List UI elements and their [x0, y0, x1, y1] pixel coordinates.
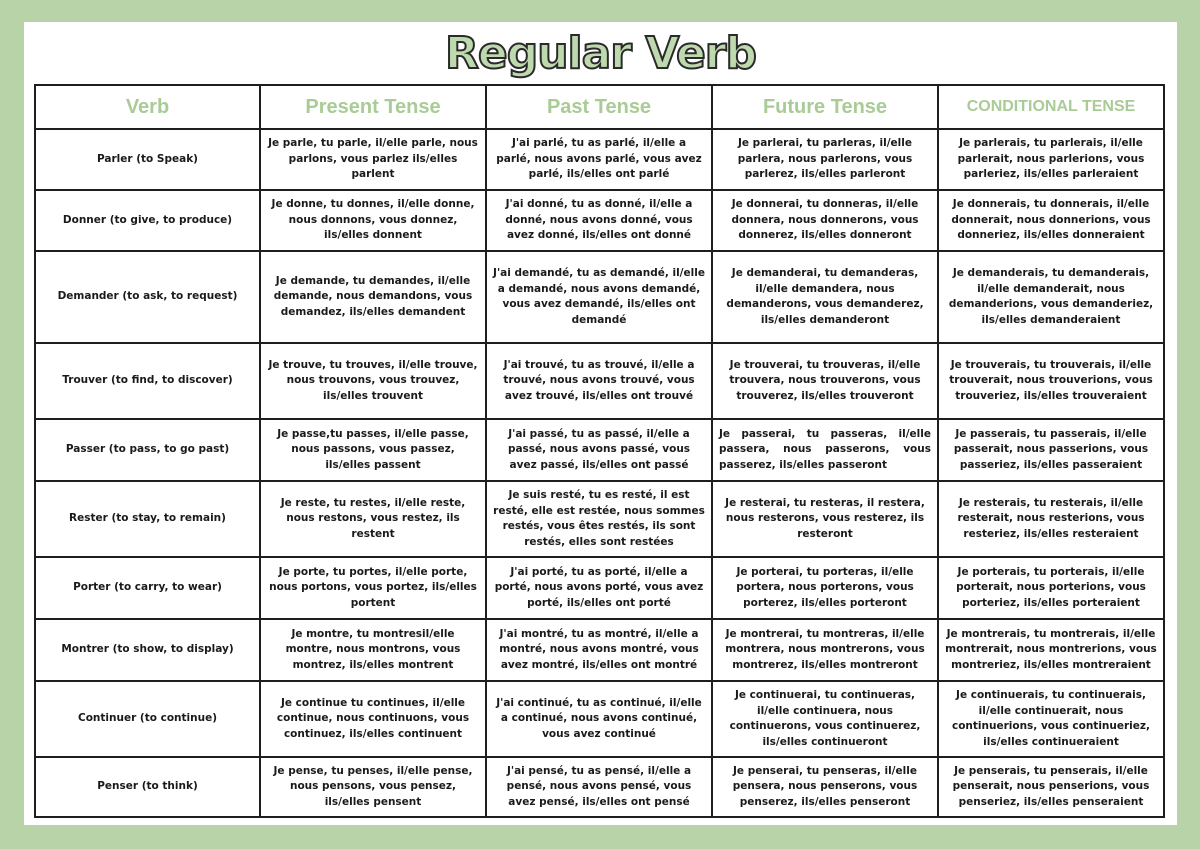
- table-row: [35, 343, 1164, 419]
- table-row: [35, 129, 1164, 190]
- past-cell: J'ai donné, tu as donné, il/elle a donné, nous avons donné, vous avez donné, ils/elles ont donné: [486, 190, 712, 251]
- verb-cell: Passer (to pass, to go past): [35, 419, 260, 481]
- conditional-cell: Je continuerais, tu continuerais, il/elle continuerait, nous continuerions, vous continueriez, ils/elles continueraient: [938, 681, 1164, 757]
- past-cell: J'ai demandé, tu as demandé, il/elle a demandé, nous avons demandé, vous avez demandé, ils/elles ont demandé: [486, 251, 712, 343]
- conditional-cell: Je passerais, tu passerais, il/elle passerait, nous passerions, vous passeriez, ils/elles passeraient: [938, 419, 1164, 481]
- past-cell: Je suis resté, tu es resté, il est resté, elle est restée, nous sommes restés, vous êtes restés, ils sont restés, elles sont restées: [486, 481, 712, 557]
- future-cell: Je montrerai, tu montreras, il/elle montrera, nous montrerons, vous montrerez, ils/elles montreront: [712, 619, 938, 681]
- conditional-cell: Je porterais, tu porterais, il/elle porterait, nous porterions, vous porteriez, ils/elles porteraient: [938, 557, 1164, 619]
- verb-cell: Porter (to carry, to wear): [35, 557, 260, 619]
- future-cell: Je parlerai, tu parleras, il/elle parlera, nous parlerons, vous parlerez, ils/elles parleront: [712, 129, 938, 190]
- verb-cell: Continuer (to continue): [35, 681, 260, 757]
- verb-cell: Parler (to Speak): [35, 129, 260, 190]
- present-cell: Je trouve, tu trouves, il/elle trouve, nous trouvons, vous trouvez, ils/elles trouvent: [260, 343, 486, 419]
- present-cell: Je reste, tu restes, il/elle reste, nous restons, vous restez, ils restent: [260, 481, 486, 557]
- conjugation-table: [34, 84, 1165, 818]
- conditional-cell: Je resterais, tu resterais, il/elle resterait, nous resterions, vous resteriez, ils/elles resteraient: [938, 481, 1164, 557]
- past-cell: J'ai parlé, tu as parlé, il/elle a parlé, nous avons parlé, vous avez parlé, ils/elles ont parlé: [486, 129, 712, 190]
- table-row: [35, 619, 1164, 681]
- present-cell: Je porte, tu portes, il/elle porte, nous portons, vous portez, ils/elles portent: [260, 557, 486, 619]
- verb-cell: Montrer (to show, to display): [35, 619, 260, 681]
- verb-cell: Trouver (to find, to discover): [35, 343, 260, 419]
- present-cell: Je parle, tu parle, il/elle parle, nous parlons, vous parlez ils/elles parlent: [260, 129, 486, 190]
- conditional-cell: Je penserais, tu penserais, il/elle penserait, nous penserions, vous penseriez, ils/elles penseraient: [938, 757, 1164, 817]
- page-title: Regular Verb: [444, 28, 757, 79]
- future-cell: Je resterai, tu resteras, il restera, nous resterons, vous resterez, ils resteront: [712, 481, 938, 557]
- table-row: [35, 251, 1164, 343]
- header-row: [35, 85, 1164, 129]
- header-present-tense: Present Tense: [260, 85, 486, 129]
- verb-cell: Donner (to give, to produce): [35, 190, 260, 251]
- future-cell: Je passerai, tu passeras, il/elle passera, nous passerons, vous passerez, ils/elles passeront: [712, 419, 938, 481]
- table-row: [35, 419, 1164, 481]
- future-cell: Je continuerai, tu continueras, il/elle continuera, nous continuerons, vous continuerez, ils/elles continueront: [712, 681, 938, 757]
- header-future-tense: Future Tense: [712, 85, 938, 129]
- past-cell: J'ai continué, tu as continué, il/elle a continué, nous avons continué, vous avez continué: [486, 681, 712, 757]
- present-cell: Je demande, tu demandes, il/elle demande, nous demandons, vous demandez, ils/elles demandent: [260, 251, 486, 343]
- verb-cell: Demander (to ask, to request): [35, 251, 260, 343]
- past-cell: J'ai passé, tu as passé, il/elle a passé, nous avons passé, vous avez passé, ils/elles ont passé: [486, 419, 712, 481]
- verb-cell: Rester (to stay, to remain): [35, 481, 260, 557]
- past-cell: J'ai montré, tu as montré, il/elle a montré, nous avons montré, vous avez montré, ils/elles ont montré: [486, 619, 712, 681]
- future-cell: Je demanderai, tu demanderas, il/elle demandera, nous demanderons, vous demanderez, ils/elles demanderont: [712, 251, 938, 343]
- present-cell: Je montre, tu montresil/elle montre, nous montrons, vous montrez, ils/elles montrent: [260, 619, 486, 681]
- conditional-cell: Je parlerais, tu parlerais, il/elle parlerait, nous parlerions, vous parleriez, ils/elles parleraient: [938, 129, 1164, 190]
- table-row: [35, 681, 1164, 757]
- conditional-cell: Je demanderais, tu demanderais, il/elle demanderait, nous demanderions, vous demanderiez, ils/elles demanderaient: [938, 251, 1164, 343]
- table-row: [35, 757, 1164, 817]
- header-verb: Verb: [35, 85, 260, 129]
- conditional-cell: Je trouverais, tu trouverais, il/elle trouverait, nous trouverions, vous trouveriez, ils/elles trouveraient: [938, 343, 1164, 419]
- worksheet: [24, 22, 1177, 825]
- table-row: [35, 557, 1164, 619]
- past-cell: J'ai trouvé, tu as trouvé, il/elle a trouvé, nous avons trouvé, vous avez trouvé, ils/elles ont trouvé: [486, 343, 712, 419]
- future-cell: Je penserai, tu penseras, il/elle pensera, nous penserons, vous penserez, ils/elles penseront: [712, 757, 938, 817]
- future-cell: Je donnerai, tu donneras, il/elle donnera, nous donnerons, vous donnerez, ils/elles donneront: [712, 190, 938, 251]
- past-cell: J'ai pensé, tu as pensé, il/elle a pensé, nous avons pensé, vous avez pensé, ils/elles ont pensé: [486, 757, 712, 817]
- conditional-cell: Je donnerais, tu donnerais, il/elle donnerait, nous donnerions, vous donneriez, ils/elles donneraient: [938, 190, 1164, 251]
- table-row: [35, 481, 1164, 557]
- future-cell: Je porterai, tu porteras, il/elle portera, nous porterons, vous porterez, ils/elles porteront: [712, 557, 938, 619]
- present-cell: Je donne, tu donnes, il/elle donne, nous donnons, vous donnez, ils/elles donnent: [260, 190, 486, 251]
- header-past-tense: Past Tense: [486, 85, 712, 129]
- header-conditional-tense: CONDITIONAL TENSE: [938, 85, 1164, 129]
- present-cell: Je passe,tu passes, il/elle passe, nous passons, vous passez, ils/elles passent: [260, 419, 486, 481]
- past-cell: J'ai porté, tu as porté, il/elle a porté, nous avons porté, vous avez porté, ils/elles ont porté: [486, 557, 712, 619]
- conditional-cell: Je montrerais, tu montrerais, il/elle montrerait, nous montrerions, vous montreriez, ils/elles montreraient: [938, 619, 1164, 681]
- future-cell: Je trouverai, tu trouveras, il/elle trouvera, nous trouverons, vous trouverez, ils/elles trouveront: [712, 343, 938, 419]
- present-cell: Je pense, tu penses, il/elle pense, nous pensons, vous pensez, ils/elles pensent: [260, 757, 486, 817]
- present-cell: Je continue tu continues, il/elle continue, nous continuons, vous continuez, ils/elles continuent: [260, 681, 486, 757]
- verb-cell: Penser (to think): [35, 757, 260, 817]
- table-row: [35, 190, 1164, 251]
